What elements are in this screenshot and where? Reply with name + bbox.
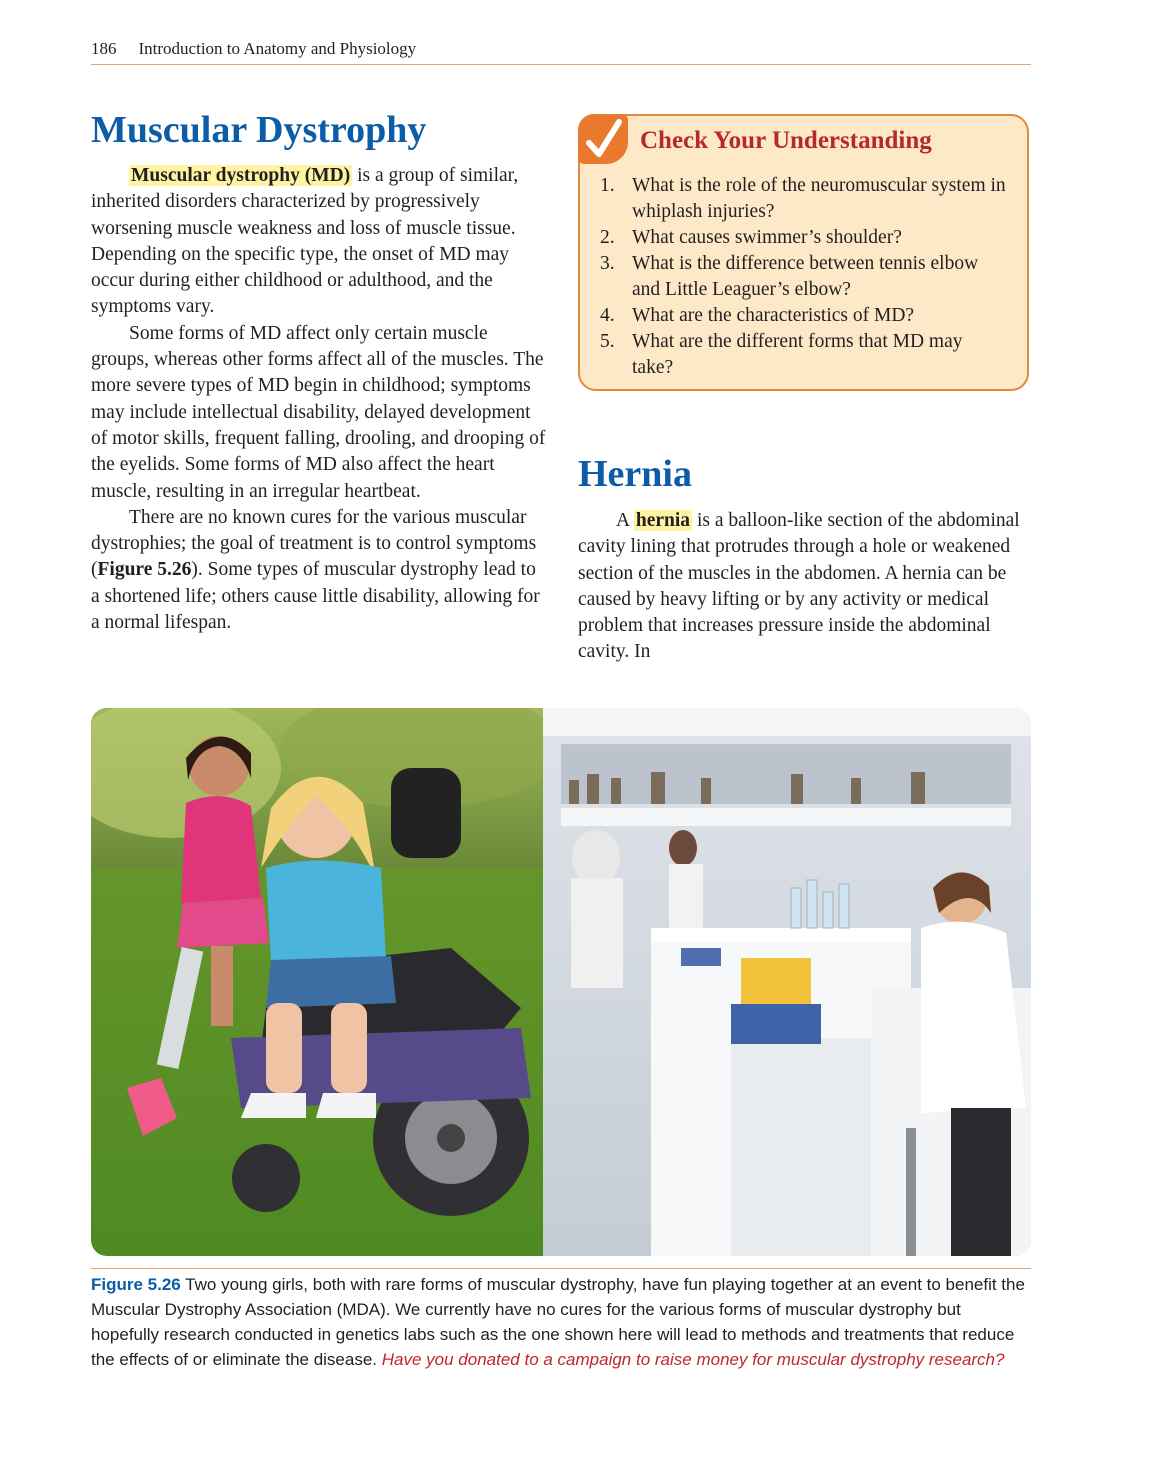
- photo-girls-playing: [91, 708, 561, 1256]
- key-term-md: Muscular dystrophy (MD): [131, 165, 351, 186]
- checkmark-icon: [578, 114, 628, 164]
- hernia-body: [578, 508, 1030, 666]
- question-item: 5. What are the different forms that MD may take?: [600, 331, 963, 378]
- caption-rule: [91, 1268, 1031, 1269]
- section-title-hernia: Hernia: [578, 453, 692, 495]
- page-number: 186: [91, 39, 117, 58]
- figure-reference: Figure 5.26: [97, 559, 192, 581]
- key-term-hernia: hernia: [635, 510, 691, 531]
- md-body: [91, 163, 546, 636]
- photo-genetics-lab: [543, 708, 1031, 1256]
- figure-5-26: [91, 708, 1031, 1256]
- md-paragraph-2: Some forms of MD affect only certain muscle groups, whereas other forms affect all of the muscles. The more severe types of MD begin in childhood; symptoms may include intellectual disability, delayed development of motor skills, frequent falling, drooling, and drooping of the eyelids. Some forms of MD also affect the heart muscle, resulting in an irregular heartbeat.: [91, 322, 546, 502]
- check-box-title: Check Your Understanding: [640, 127, 932, 154]
- question-item: 4. What are the characteristics of MD?: [600, 305, 915, 326]
- question-item: 1. What is the role of the neuromuscular system in whiplash injuries?: [600, 175, 1006, 222]
- question-item: 3. What is the difference between tennis elbow and Little Leaguer’s elbow?: [600, 253, 979, 300]
- check-your-understanding-box: [578, 114, 1029, 391]
- figure-question: Have you donated to a campaign to raise money for muscular dystrophy research?: [381, 1350, 1005, 1369]
- question-item: 2. What causes swimmer’s shoulder?: [600, 227, 902, 248]
- book-title: Introduction to Anatomy and Physiology: [138, 39, 417, 58]
- figure-caption: Figure 5.26 Two young girls, both with rare forms of muscular dystrophy, have fun playing together at an event to benefit the Muscular Dystrophy Association (MDA). We currently have no cures for the various forms of muscular dystrophy but hopefully research conducted in genetics labs such as the one shown here will lead to methods and treatments that reduce the effects of or eliminate the disease. Have you donated to a campaign to raise money for muscular dystrophy research?: [91, 1275, 1025, 1369]
- running-head: [91, 38, 1031, 65]
- md-paragraph-1: Muscular dystrophy (MD) is a group of similar, inherited disorders characterized by progressively worsening muscle weakness and loss of muscle tissue. Depending on the specific type, the onset of MD may occur during either childhood or adulthood, and the symptoms vary.: [91, 165, 519, 318]
- section-title-muscular-dystrophy: Muscular Dystrophy: [91, 109, 427, 151]
- md-paragraph-3: There are no known cures for the various muscular dystrophies; the goal of treatment is to control symptoms (Figure 5.26). Some types of muscular dystrophy lead to a shortened life; others cause little disability, allowing for a normal lifespan.: [91, 506, 540, 634]
- question-list: [598, 173, 1008, 381]
- figure-label: Figure 5.26: [91, 1275, 181, 1294]
- hernia-paragraph-1: A hernia is a balloon-like section of the abdominal cavity lining that protrudes through a hole or weakened section of the muscles in the abdomen. A hernia can be caused by heavy lifting or by any activity or medical problem that increases pressure inside the abdominal cavity. In: [578, 510, 1020, 663]
